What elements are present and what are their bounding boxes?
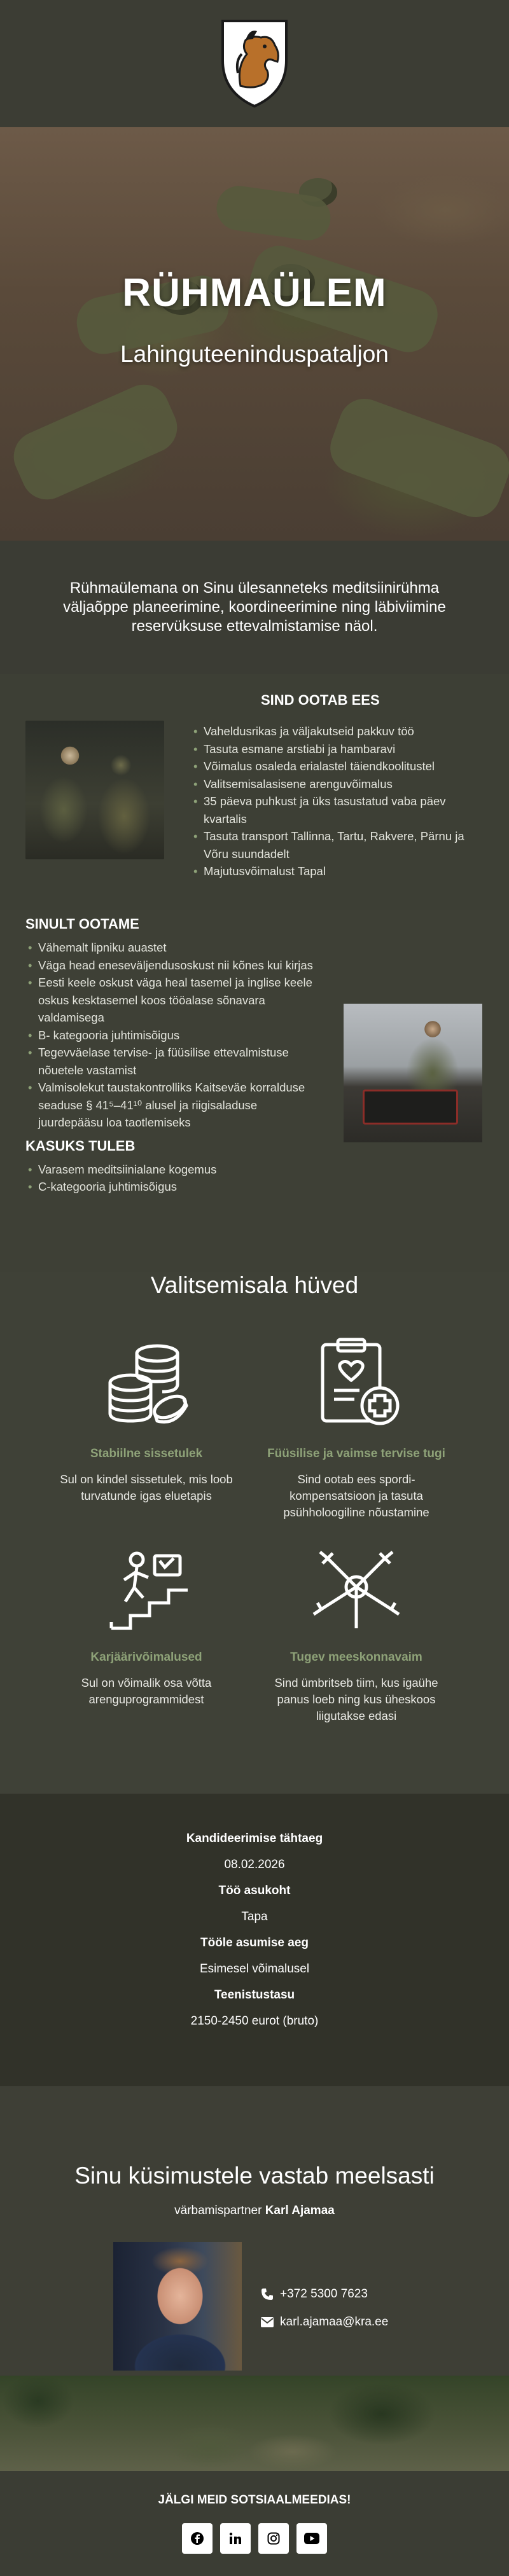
soldiers-photo [25, 721, 164, 859]
youtube-icon [304, 2533, 319, 2544]
facebook-button[interactable] [182, 2523, 213, 2554]
offer-list [191, 723, 490, 880]
contact-phone[interactable]: +372 5300 7623 [280, 2287, 368, 2301]
list-item: • Majutusvõimalust Tapal [191, 862, 490, 880]
contact-email[interactable]: karl.ajamaa@kra.ee [280, 2315, 389, 2329]
career-stairs-icon [99, 1539, 194, 1635]
job-details [0, 1794, 509, 2086]
header [0, 0, 509, 127]
soldier-figure [6, 377, 185, 508]
offer-title: SIND OOTAB EES [261, 692, 380, 708]
intro-text: Rühmaülemana on Sinu ülesanneteks meditsiinirühma väljaõppe planeerimine, koordineerimine ning läbiviimine reservüksuse ettevalmistamise näol. [63, 579, 446, 635]
benefit-desc: Sul on võimalik osa võtta arenguprogrammidest [81, 1676, 212, 1706]
benefit-title: Füüsilise ja vaimse tervise tugi [267, 1447, 445, 1460]
contact-role: värbamispartner [174, 2204, 262, 2217]
social-section [0, 2471, 509, 2576]
list-item: • Vähemalt lipniku auastet [25, 939, 324, 957]
benefit-title: Tugev meeskonnavaim [290, 1651, 422, 1664]
list-item: • Vaheldusrikas ja väljakutseid pakkuv töö [191, 723, 490, 740]
list-item: • B- kategooria juhtimisõigus [25, 1027, 324, 1044]
youtube-button[interactable] [296, 2523, 327, 2554]
hero-text [0, 270, 509, 368]
social-links [0, 2523, 509, 2554]
soldier-figure [323, 392, 509, 525]
offer-section [0, 674, 509, 910]
benefit-desc: Sul on kindel sissetulek, mis loob turvatunde igas eluetapis [60, 1472, 233, 1502]
clipboard-health-icon [309, 1336, 404, 1431]
advantages-title: KASUKS TULEB [25, 1137, 136, 1154]
list-item: • Eesti keele oskust väga heal tasemel ja inglise keele oskus kesktasemel koos tööalase sõnavara valdamisega [25, 974, 324, 1027]
list-item: • Valmisolekut taustakontrolliks Kaitseväe korralduse seaduse § 41⁵–41¹⁰ alusel ja riigisaladuse juurdepääsu loa taotlemiseks [25, 1079, 324, 1132]
salary-label: Teenistustasu [214, 1988, 295, 2002]
benefit-desc: Sind ootab ees spordi-kompensatsioon ja tasuta psühholoogiline nõustamine [283, 1472, 429, 1519]
hero-subtitle: Lahinguteeninduspataljon [120, 341, 389, 367]
salary-value: 2150-2450 eurot (bruto) [190, 2014, 319, 2028]
list-item: • Väga head eneseväljendusoskust nii kõnes kui kirjas [25, 957, 324, 974]
list-item: • Tasuta transport Tallinna, Tartu, Rakvere, Pärnu ja Võru suundadelt [191, 828, 490, 862]
deadline-label: Kandideerimise tähtaeg [186, 1832, 323, 1845]
team-hands-icon [309, 1539, 404, 1635]
horse-shield-logo [216, 16, 293, 111]
hero-title: RÜHMAÜLEM [122, 271, 387, 315]
facebook-icon [190, 2531, 204, 2545]
linkedin-icon [229, 2532, 242, 2545]
advantages-list [25, 1161, 324, 1196]
list-item: • Varasem meditsiinialane kogemus [25, 1161, 324, 1179]
location-value: Tapa [241, 1910, 268, 1923]
requirements-content [25, 916, 324, 1196]
contact-name: Karl Ajamaa [265, 2204, 335, 2217]
equipment-case [363, 1090, 458, 1125]
benefit-card [261, 1336, 452, 1521]
benefit-card [261, 1539, 452, 1724]
benefit-title: Stabiilne sissetulek [90, 1447, 203, 1460]
start-value: Esimesel võimalusel [199, 1962, 310, 1976]
list-item: • Tasuta esmane arstiabi ja hambaravi [191, 740, 490, 758]
benefit-desc: Sind ümbritseb tiim, kus igaühe panus loeb ning kus üheskoos liigutakse edasi [274, 1676, 438, 1722]
instagram-button[interactable] [258, 2523, 289, 2554]
phone-icon [261, 2288, 274, 2301]
linkedin-button[interactable] [220, 2523, 251, 2554]
contact-email-row[interactable] [261, 2315, 388, 2329]
contact-section [0, 2086, 509, 2376]
list-item: • Tegevväelase tervise- ja füüsilise ettevalmistuse nõuetele vastamist [25, 1044, 324, 1079]
instagram-icon [267, 2532, 280, 2545]
benefit-title: Karjäärivõimalused [90, 1651, 202, 1664]
coins-icon [99, 1336, 194, 1431]
hero-banner [0, 127, 509, 541]
forest-banner [0, 2376, 509, 2471]
contact-phone-row[interactable] [261, 2287, 368, 2301]
soldier-equipment-photo [344, 1004, 482, 1142]
contact-photo [113, 2242, 242, 2371]
requirements-title: SINULT OOTAME [25, 916, 139, 932]
location-label: Töö asukoht [218, 1884, 291, 1897]
list-item: • Valitsemisalasisene arenguvõimalus [191, 775, 490, 793]
offer-content [191, 692, 490, 880]
list-item: • C-kategooria juhtimisõigus [25, 1178, 324, 1196]
benefit-card [51, 1336, 242, 1504]
start-label: Tööle asumise aeg [200, 1936, 309, 1949]
contact-subtitle [0, 2204, 509, 2218]
benefits-section [0, 1272, 509, 1794]
intro-section [0, 541, 509, 674]
requirements-section [0, 910, 509, 1272]
contact-title: Sinu küsimustele vastab meelsasti [74, 2163, 435, 2189]
benefits-title: Valitsemisala hüved [150, 1272, 359, 1298]
requirements-list [25, 939, 324, 1132]
deadline-value: 08.02.2026 [224, 1858, 285, 1871]
social-title: JÄLGI MEID SOTSIAALMEEDIAS! [158, 2493, 351, 2507]
email-icon [261, 2317, 274, 2327]
list-item: • Võimalus osaleda erialastel täiendkoolitustel [191, 758, 490, 775]
list-item: • 35 päeva puhkust ja üks tasustatud vaba päev kvartalis [191, 793, 490, 828]
benefit-card [51, 1539, 242, 1708]
